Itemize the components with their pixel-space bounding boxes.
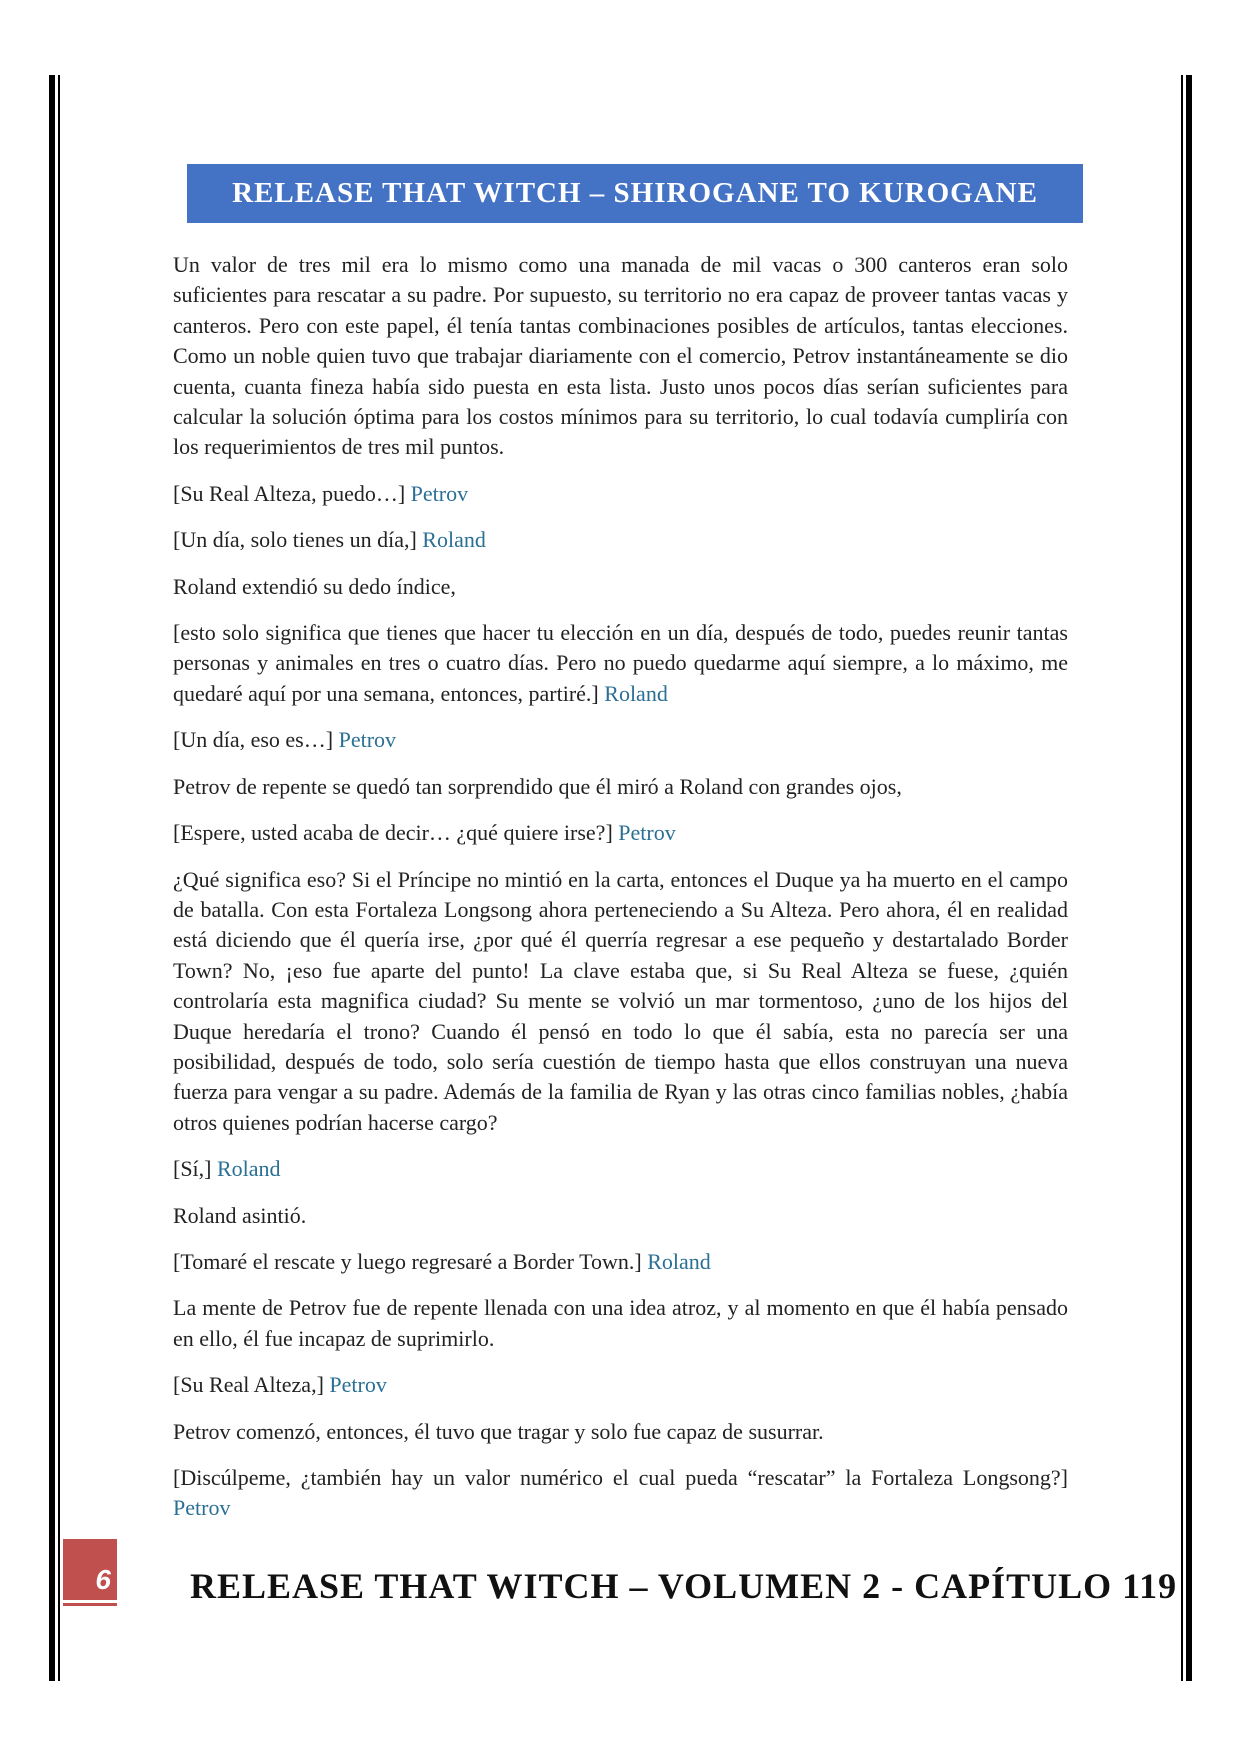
speaker-name: Petrov <box>410 480 469 506</box>
chapter-text <box>173 250 1068 1540</box>
paragraph: [Tomaré el rescate y luego regresaré a Border Town.] Roland <box>173 1248 711 1274</box>
paragraph: [Sí,] Roland <box>173 1156 281 1182</box>
speaker-name: Roland <box>422 527 486 553</box>
speaker-name: Roland <box>604 680 668 706</box>
speaker-name: Petrov <box>329 1372 387 1398</box>
paragraph: [Discúlpeme, ¿también hay un valor numérico el cual pueda “rescatar” la Fortaleza Longsong?] Petrov <box>173 1465 1068 1521</box>
paragraph: Roland asintió. <box>173 1202 307 1228</box>
paragraph: Petrov comenzó, entonces, él tuvo que tragar y solo fue capaz de susurrar. <box>173 1418 824 1444</box>
page-border-left <box>49 75 61 1681</box>
paragraph: Un valor de tres mil era lo mismo como una manada de mil vacas o 300 canteros eran solo suficientes para rescatar a su padre. Por supuesto, su territorio no era capaz de proveer tantas vacas y canteros. Pero con este papel, él tenía tantas combinaciones posibles de artículos, tantas elecciones. Como un noble quien tuvo que trabajar diariamente con el comercio, Petrov instantáneamente se dio cuenta, cuanta fineza había sido puesta en esta lista. Justo unos pocos días serían suficientes para calcular la solución óptima para los costos mínimos para su territorio, lo cual todavía cumpliría con los requerimientos de tres mil puntos. <box>173 252 1068 460</box>
paragraph: Roland extendió su dedo índice, <box>173 573 456 599</box>
paragraph: [Su Real Alteza,] Petrov <box>173 1372 387 1398</box>
paragraph: [Espere, usted acaba de decir… ¿qué quiere irse?] Petrov <box>173 820 676 846</box>
speaker-name: Roland <box>647 1248 711 1274</box>
footer-title: RELEASE THAT WITCH – VOLUMEN 2 - CAPÍTULO 119 <box>190 1566 1178 1606</box>
header-title: RELEASE THAT WITCH – SHIROGANE TO KUROGANE <box>232 177 1038 209</box>
speaker-name: Petrov <box>338 727 397 753</box>
speaker-name: Petrov <box>618 820 676 846</box>
paragraph: La mente de Petrov fue de repente llenada con una idea atroz, y al momento en que él había pensado en ello, él fue incapaz de suprimirlo. <box>173 1295 1068 1351</box>
page-border-right <box>1181 75 1193 1681</box>
header-banner <box>187 164 1083 223</box>
speaker-name: Petrov <box>173 1495 231 1521</box>
page-number: 6 <box>95 1564 111 1595</box>
paragraph: ¿Qué significa eso? Si el Príncipe no mintió en la carta, entonces el Duque ya ha muerto en el campo de batalla. Con esta Fortaleza Longsong ahora perteneciendo a Su Alteza. Pero ahora, él en realidad está diciendo que él quería irse, ¿por qué él querría regresar a ese pequeño y destartalado Border Town? No, ¡eso fue aparte del punto! La clave estaba que, si Su Real Alteza se fuese, ¿quién controlaría esta magnifica ciudad? Su mente se volvió un mar tormentoso, ¿uno de los hijos del Duque heredaría el trono? Cuando él pensó en todo lo que él sabía, esta no parecía ser una posibilidad, después de todo, solo sería cuestión de tiempo hasta que ellos construyan una nueva fuerza para vengar a su padre. Además de la familia de Ryan y las otras cinco familias nobles, ¿había otros quienes podrían hacerse cargo? <box>173 866 1068 1135</box>
page-number-box <box>63 1539 117 1603</box>
speaker-name: Roland <box>217 1156 281 1182</box>
paragraph: Petrov de repente se quedó tan sorprendido que él miró a Roland con grandes ojos, <box>173 773 902 799</box>
paragraph: [Su Real Alteza, puedo…] Petrov <box>173 480 469 506</box>
paragraph: [Un día, solo tienes un día,] Roland <box>173 527 486 553</box>
paragraph: [Un día, eso es…] Petrov <box>173 727 397 753</box>
paragraph: [esto solo significa que tienes que hacer tu elección en un día, después de todo, puedes reunir tantas personas y animales en tres o cuatro días. Pero no puedo quedarme aquí siempre, a lo máximo, me quedaré aquí por una semana, entonces, partiré.] Roland <box>173 620 1068 706</box>
